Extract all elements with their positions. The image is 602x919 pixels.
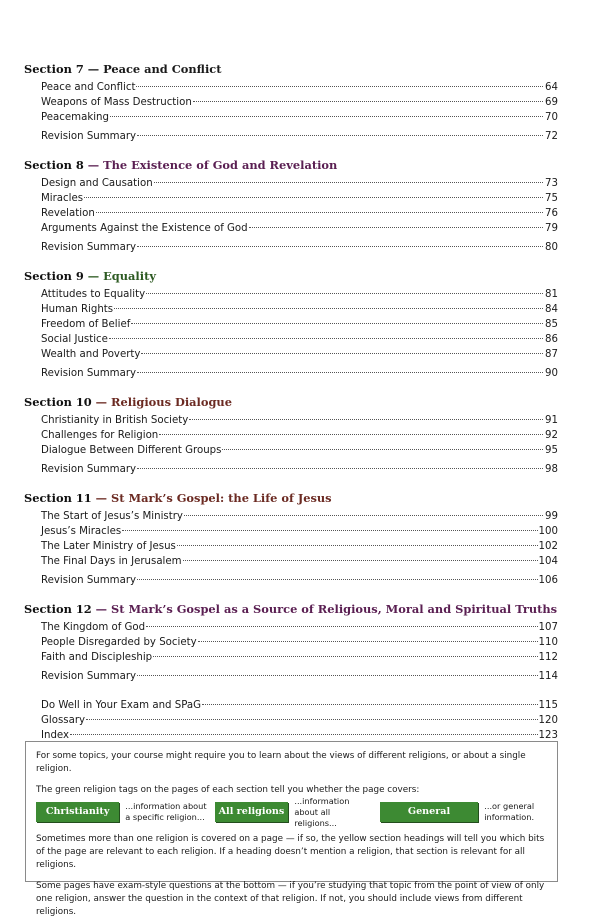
section-number: Section 10 (24, 395, 92, 409)
dot-leader (137, 579, 538, 580)
entry-label: Arguments Against the Existence of God (41, 223, 248, 234)
general-tag-note (484, 801, 541, 823)
toc-entry[interactable] (41, 539, 558, 554)
page-number: 87 (545, 349, 558, 360)
dot-leader (249, 227, 543, 228)
section-title: — St Mark’s Gospel as a Source of Religious, Moral and Spiritual Truths (95, 602, 558, 616)
revision-summary-entry[interactable] (41, 669, 558, 684)
toc-entry[interactable] (41, 413, 558, 428)
toc-entry[interactable] (41, 509, 558, 524)
page-number: 70 (545, 112, 558, 123)
toc-entry[interactable] (41, 713, 558, 728)
entry-label: Do Well in Your Exam and SPaG (41, 700, 202, 711)
page-number: 75 (545, 193, 558, 204)
entry-label: Revision Summary (41, 131, 137, 142)
toc-entry[interactable] (41, 176, 558, 191)
section-title: — Peace and Conflict (87, 62, 222, 76)
entry-label: Social Justice (41, 334, 108, 345)
entry-label: Wealth and Poverty (41, 349, 141, 360)
toc-entry[interactable] (41, 191, 558, 206)
page-number: 115 (538, 700, 558, 711)
entry-label: Dialogue Between Different Groups (41, 445, 222, 456)
dot-leader (159, 434, 543, 435)
all-religions-tag: All religions (215, 802, 289, 822)
table-of-contents (24, 62, 558, 743)
dot-leader (153, 656, 537, 657)
dot-leader (70, 734, 538, 735)
tag-note-line: ...information (294, 795, 350, 806)
page-number: 90 (545, 368, 558, 379)
dot-leader (131, 323, 543, 324)
toc-entry[interactable] (41, 317, 558, 332)
info-intro-text: For some topics, your course might require you to learn about the views of different religions, or about a single religion. (36, 751, 526, 774)
dot-leader (184, 515, 543, 516)
toc-entry[interactable] (41, 221, 558, 236)
toc-entry[interactable] (41, 80, 558, 95)
revision-summary-entry[interactable] (41, 462, 558, 477)
dot-leader (137, 246, 543, 247)
dot-leader (137, 468, 543, 469)
page-number: 100 (538, 526, 558, 537)
entry-label: Revision Summary (41, 575, 137, 586)
page-number: 80 (545, 242, 558, 253)
page-number: 107 (538, 622, 558, 633)
page-number: 123 (538, 730, 558, 741)
christianity-tag: Christianity (36, 802, 119, 822)
page-number: 98 (545, 464, 558, 475)
page-number: 81 (545, 289, 558, 300)
dot-leader (109, 338, 543, 339)
dot-leader (183, 560, 538, 561)
toc-section (24, 491, 558, 588)
entry-label: Revision Summary (41, 242, 137, 253)
toc-entry[interactable] (41, 524, 558, 539)
info-headings-text: Sometimes more than one religion is covered on a page — if so, the yellow section headings will tell you which bits of the page are relevant to each religion. If a heading doesn’t mention a religion, that section is relevant for all religions. (36, 834, 545, 870)
revision-summary-entry[interactable] (41, 366, 558, 381)
entry-label: The Final Days in Jerusalem (41, 556, 182, 567)
religion-tags-info-box (25, 741, 558, 917)
tag-note-line: ...information about (125, 801, 207, 811)
section-title: — St Mark’s Gospel: the Life of Jesus (95, 491, 332, 505)
page-number: 86 (545, 334, 558, 345)
toc-extras (24, 698, 558, 743)
section-heading (24, 491, 558, 505)
entry-label: The Start of Jesus’s Ministry (41, 511, 183, 522)
entry-label: Peacemaking (41, 112, 109, 123)
toc-entry[interactable] (41, 428, 558, 443)
dot-leader (202, 704, 538, 705)
toc-entry[interactable] (41, 347, 558, 362)
section-number: Section 12 (24, 602, 92, 616)
page-number: 72 (545, 131, 558, 142)
entry-label: Revision Summary (41, 368, 137, 379)
section-heading (24, 62, 558, 76)
dot-leader (84, 197, 543, 198)
tag-note-line: about all religions... (294, 806, 337, 828)
toc-entry[interactable] (41, 302, 558, 317)
entry-label: The Later Ministry of Jesus (41, 541, 176, 552)
revision-summary-entry[interactable] (41, 240, 558, 255)
all-religions-tag-note (294, 796, 373, 829)
entry-label: Design and Causation (41, 178, 153, 189)
dot-leader (122, 530, 537, 531)
section-title: — Equality (87, 269, 156, 283)
entry-label: Human Rights (41, 304, 114, 315)
section-heading (24, 158, 558, 172)
page-number: 102 (538, 541, 558, 552)
dot-leader (96, 212, 543, 213)
dot-leader (198, 641, 538, 642)
page-number: 79 (545, 223, 558, 234)
toc-entry[interactable] (41, 287, 558, 302)
dot-leader (136, 86, 543, 87)
toc-section (24, 395, 558, 477)
tag-note-line: a specific religion... (125, 812, 205, 822)
entry-label: People Disregarded by Society (41, 637, 197, 648)
section-heading (24, 269, 558, 283)
section-number: Section 11 (24, 491, 92, 505)
section-heading (24, 602, 558, 616)
dot-leader (193, 101, 543, 102)
dot-leader (146, 626, 537, 627)
toc-entry[interactable] (41, 620, 558, 635)
page-number: 110 (538, 637, 558, 648)
toc-section (24, 158, 558, 255)
page-number: 92 (545, 430, 558, 441)
toc-entry[interactable] (41, 332, 558, 347)
dot-leader (141, 353, 543, 354)
page-number: 64 (545, 82, 558, 93)
dot-leader (189, 419, 543, 420)
section-number: Section 9 (24, 269, 84, 283)
dot-leader (222, 449, 543, 450)
christianity-tag-note (125, 801, 208, 823)
entry-label: Revision Summary (41, 464, 137, 475)
page-number: 69 (545, 97, 558, 108)
entry-label: Faith and Discipleship (41, 652, 153, 663)
toc-section (24, 269, 558, 381)
entry-label: Index (41, 730, 70, 741)
toc-entry[interactable] (41, 443, 558, 458)
tag-note-line: information. (484, 812, 535, 822)
toc-entry[interactable] (41, 95, 558, 110)
tag-note-line: ...or general (484, 801, 535, 811)
entry-label: Revision Summary (41, 671, 137, 682)
page-number: 99 (545, 511, 558, 522)
toc-entry[interactable] (41, 650, 558, 665)
page-number: 73 (545, 178, 558, 189)
page-number: 85 (545, 319, 558, 330)
toc-entry[interactable] (41, 110, 558, 125)
section-heading (24, 395, 558, 409)
entry-label: Attitudes to Equality (41, 289, 146, 300)
toc-section (24, 602, 558, 684)
dot-leader (114, 308, 543, 309)
toc-entry[interactable] (41, 635, 558, 650)
info-questions-text: Some pages have exam-style questions at the bottom — if you’re studying that topic from the point of view of only one religion, answer the question in the context of that religion. If not, you should include views from different religions. (36, 881, 545, 917)
entry-label: Jesus’s Miracles (41, 526, 122, 537)
page-number: 76 (545, 208, 558, 219)
dot-leader (86, 719, 538, 720)
page-number: 112 (538, 652, 558, 663)
page-number: 114 (538, 671, 558, 682)
section-title: — The Existence of God and Revelation (87, 158, 338, 172)
page-number: 95 (545, 445, 558, 456)
section-number: Section 8 (24, 158, 84, 172)
dot-leader (137, 372, 543, 373)
toc-section (24, 62, 558, 144)
entry-label: The Kingdom of God (41, 622, 146, 633)
dot-leader (110, 116, 543, 117)
toc-entry[interactable] (41, 698, 558, 713)
dot-leader (177, 545, 538, 546)
dot-leader (154, 182, 543, 183)
page-number: 91 (545, 415, 558, 426)
dot-leader (137, 675, 538, 676)
dot-leader (137, 135, 543, 136)
page-number: 106 (538, 575, 558, 586)
revision-summary-entry[interactable] (41, 129, 558, 144)
entry-label: Weapons of Mass Destruction (41, 97, 192, 108)
entry-label: Challenges for Religion (41, 430, 159, 441)
page-number: 84 (545, 304, 558, 315)
general-tag: General (380, 802, 478, 822)
entry-label: Christianity in British Society (41, 415, 189, 426)
info-tags-text: The green religion tags on the pages of each section tell you whether the page covers: (36, 785, 420, 795)
page-number: 120 (538, 715, 558, 726)
dot-leader (146, 293, 543, 294)
entry-label: Peace and Conflict (41, 82, 136, 93)
entry-label: Freedom of Belief (41, 319, 131, 330)
toc-entry[interactable] (41, 206, 558, 221)
entry-label: Glossary (41, 715, 86, 726)
page-number: 104 (538, 556, 558, 567)
toc-entry[interactable] (41, 554, 558, 569)
entry-label: Miracles (41, 193, 84, 204)
section-number: Section 7 (24, 62, 84, 76)
section-title: — Religious Dialogue (95, 395, 232, 409)
revision-summary-entry[interactable] (41, 573, 558, 588)
tags-row (36, 795, 547, 828)
entry-label: Revelation (41, 208, 95, 219)
